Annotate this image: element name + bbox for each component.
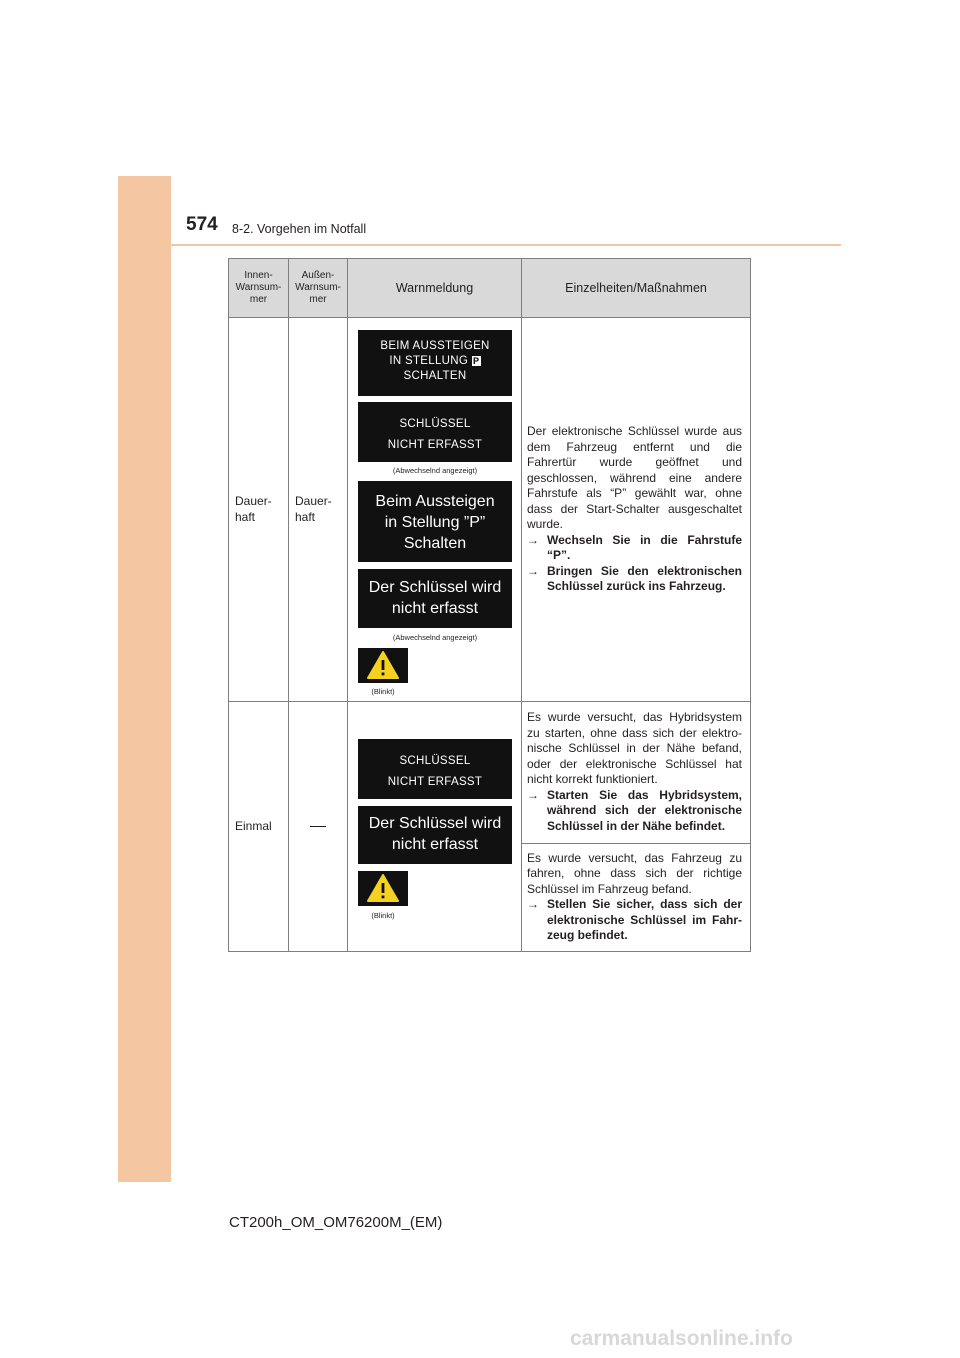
details-cell: Es wurde versucht, das Hybridsystem zu starten, ohne dass sich der elektronische Schlüssel in der Nähe befand, oder der elektronische Schlüssel hat nicht korrekt funktioniert. → Starten Sie das Hybridsystem, während sich der elektronische Schlüssel in der Nähe befindet. — [522, 702, 751, 844]
col-outer-buzzer: Außen- Warnsum- mer — [289, 259, 348, 318]
inner-buzzer-value: Einmal — [229, 702, 289, 952]
warning-message-cell — [348, 318, 522, 702]
action-item: → Starten Sie das Hybridsystem, während sich der elektronische Schlüssel in der Nähe befindet. — [527, 787, 742, 833]
arrow-icon: → — [527, 532, 539, 547]
dash-icon — [310, 826, 326, 827]
display-shift-to-p-mixed: Beim Aussteigen in Stellung ”P” Schalten — [358, 481, 512, 562]
display-key-not-detected-upper: SCHLÜSSEL NICHT ERFASST — [358, 739, 512, 799]
warning-triangle-icon — [358, 871, 408, 906]
action-item: → Bringen Sie den elektronischen Schlüssel zurück ins Fahrzeug. — [527, 563, 742, 594]
inner-buzzer-value: Dauer- haft — [229, 318, 289, 702]
caption-alternating: (Abwechselnd angezeigt) — [392, 466, 478, 475]
display-key-not-detected-mixed: Der Schlüssel wird nicht erfasst — [358, 569, 512, 628]
action-item: → Stellen Sie sicher, dass sich der elektronische Schlüssel im Fahrzeug befindet. — [527, 897, 742, 943]
warning-message-cell — [348, 702, 522, 952]
display-key-not-detected-mixed: Der Schlüssel wird nicht erfasst — [358, 806, 512, 864]
chapter-side-bar — [118, 176, 171, 1182]
arrow-icon: → — [527, 787, 539, 802]
gear-p-icon: P — [472, 356, 480, 366]
arrow-icon: → — [527, 563, 539, 578]
caption-blinking: (Blinkt) — [371, 687, 395, 696]
display-key-not-detected-upper: SCHLÜSSEL NICHT ERFASST — [358, 402, 512, 462]
warning-triangle-icon — [358, 648, 408, 683]
col-inner-buzzer: Innen- Warnsum- mer — [229, 259, 289, 318]
col-message: Warnmeldung — [348, 259, 522, 318]
col-details: Einzelheiten/Maßnahmen — [522, 259, 751, 318]
page-number: 574 — [186, 214, 218, 235]
section-title: 8-2. Vorgehen im Notfall — [232, 222, 367, 236]
details-cell: Es wurde versucht, das Fahrzeug zu fahren, ohne dass sich der richtige Schlüssel im Fahrzeug befand. → Stellen Sie sicher, dass sich der elektronische Schlüssel im Fahrzeug befindet. — [522, 843, 751, 951]
details-cell: Der elektronische Schlüssel wurde aus dem Fahrzeug entfernt und die Fahrertür wurde geöffnet und geschlossen, während eine andere Fahrstufe als “P” gewählt war, ohne dass der Start-Schalter ausgeschaltet wurde. → Wechseln Sie in die Fahrstufe “P”. → Bringen Sie den elektronischen Schlüssel zurück ins Fahrzeug. — [522, 318, 751, 702]
table-row — [229, 702, 751, 844]
display-shift-to-p-upper: BEIM AUSSTEIGEN IN STELLUNG P SCHALTEN — [358, 330, 512, 396]
document-code: CT200h_OM_OM76200M_(EM) — [229, 1214, 443, 1231]
caption-alternating: (Abwechselnd angezeigt) — [392, 633, 478, 642]
table-header-row — [229, 259, 751, 318]
outer-buzzer-none — [289, 702, 348, 952]
warning-table — [228, 258, 751, 952]
action-item: → Wechseln Sie in die Fahrstufe “P”. — [527, 532, 742, 563]
caption-blinking: (Blinkt) — [371, 911, 395, 920]
header-rule — [118, 244, 841, 246]
outer-buzzer-value: Dauer- haft — [289, 318, 348, 702]
arrow-icon: → — [527, 897, 539, 912]
table-row — [229, 318, 751, 702]
watermark-brand: carmanualsonline.info — [570, 1327, 793, 1350]
